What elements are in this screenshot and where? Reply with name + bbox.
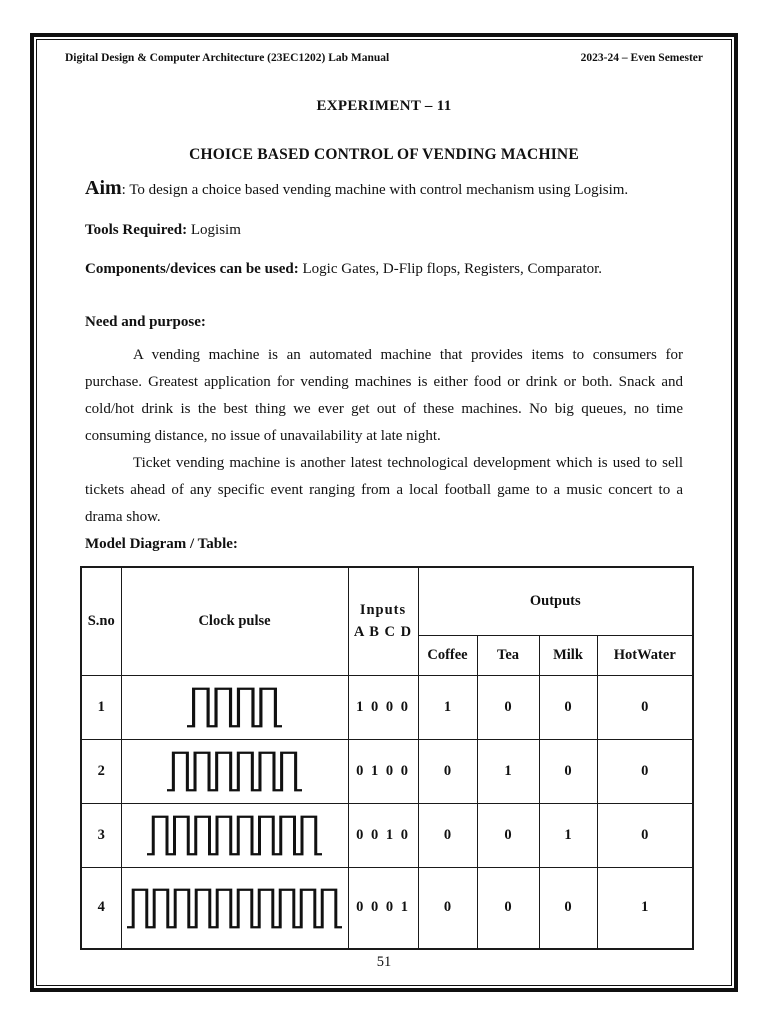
document-content	[63, 98, 705, 971]
coffee-output-cell: 0	[418, 739, 477, 803]
aim-line	[85, 177, 683, 200]
inputs-column-header	[348, 567, 418, 675]
tea-output-cell: 0	[477, 803, 539, 867]
vending-machine-truth-table	[80, 566, 694, 950]
sno-cell: 1	[81, 675, 121, 739]
inputs-cell: 0 0 1 0	[348, 803, 418, 867]
clock-pulse-cell	[121, 739, 348, 803]
experiment-subtitle: CHOICE BASED CONTROL OF VENDING MACHINE	[189, 146, 579, 163]
milk-output-cell: 0	[539, 739, 597, 803]
model-diagram-heading: Model Diagram / Table:	[85, 536, 238, 552]
hotwater-output-cell: 0	[597, 675, 693, 739]
clock-pulse-column-header: Clock pulse	[121, 567, 348, 675]
table-row	[81, 675, 693, 739]
table-row	[81, 803, 693, 867]
milk-output-cell: 0	[539, 675, 597, 739]
page-header	[65, 52, 703, 64]
document-page	[36, 39, 732, 986]
clock-waveform	[127, 885, 342, 931]
tools-required-value: Logisim	[187, 222, 241, 238]
sno-cell: 3	[81, 803, 121, 867]
header-right-text: 2023-24 – Even Semester	[580, 52, 703, 64]
milk-output-cell: 0	[539, 867, 597, 949]
clock-pulse-cell	[121, 867, 348, 949]
tools-required-label: Tools Required:	[85, 222, 188, 238]
need-paragraph-2: Ticket vending machine is another latest technological development which is used to sell tickets ahead of any specific event ranging from a local football game to a music concert to a drama show.	[85, 455, 683, 525]
clock-pulse-cell	[121, 675, 348, 739]
coffee-output-cell: 0	[418, 803, 477, 867]
clock-waveform	[147, 812, 322, 858]
tea-output-cell: 1	[477, 739, 539, 803]
need-paragraph-1: A vending machine is an automated machine that provides items to consumers for purchase. Greatest application for vending machines is either food or drink or both. Snack and cold/hot drink is the best thing we ever get out of these machines. No big queues, no time consuming distance, no issue of unavailability at late night.	[85, 347, 683, 444]
inputs-cell: 0 0 0 1	[348, 867, 418, 949]
components-line	[85, 261, 683, 278]
clock-waveform	[167, 748, 302, 794]
hotwater-output-cell: 0	[597, 803, 693, 867]
inputs-header-line1: Inputs	[359, 602, 407, 619]
aim-text: : To design a choice based vending machine with control mechanism using Logisim.	[121, 182, 629, 198]
sno-cell: 4	[81, 867, 121, 949]
hotwater-output-cell: 0	[597, 739, 693, 803]
outputs-group-header: Outputs	[418, 567, 693, 635]
tea-output-cell: 0	[477, 675, 539, 739]
components-label: Components/devices can be used:	[85, 261, 299, 277]
header-left-text: Digital Design & Computer Architecture (23EC1202) Lab Manual	[65, 52, 390, 64]
milk-output-cell: 1	[539, 803, 597, 867]
tea-column-header: Tea	[477, 635, 539, 675]
inputs-cell: 1 0 0 0	[348, 675, 418, 739]
need-and-purpose-heading: Need and purpose:	[85, 314, 206, 330]
coffee-column-header: Coffee	[418, 635, 477, 675]
milk-column-header: Milk	[539, 635, 597, 675]
coffee-output-cell: 1	[418, 675, 477, 739]
hotwater-column-header: HotWater	[597, 635, 693, 675]
page-number: 51	[376, 954, 392, 970]
table-header-row-1	[81, 567, 693, 635]
coffee-output-cell: 0	[418, 867, 477, 949]
table-row	[81, 739, 693, 803]
aim-label: Aim	[85, 177, 122, 199]
sno-column-header: S.no	[81, 567, 121, 675]
hotwater-output-cell: 1	[597, 867, 693, 949]
clock-waveform	[187, 684, 282, 730]
inputs-cell: 0 1 0 0	[348, 739, 418, 803]
clock-pulse-cell	[121, 803, 348, 867]
sno-cell: 2	[81, 739, 121, 803]
components-value: Logic Gates, D-Flip flops, Registers, Comparator.	[298, 261, 603, 277]
tools-required-line	[85, 222, 683, 239]
inputs-header-line2: A B C D	[353, 624, 413, 641]
experiment-title: EXPERIMENT – 11	[316, 98, 452, 114]
page-border-frame	[30, 33, 738, 992]
tea-output-cell: 0	[477, 867, 539, 949]
table-row	[81, 867, 693, 949]
